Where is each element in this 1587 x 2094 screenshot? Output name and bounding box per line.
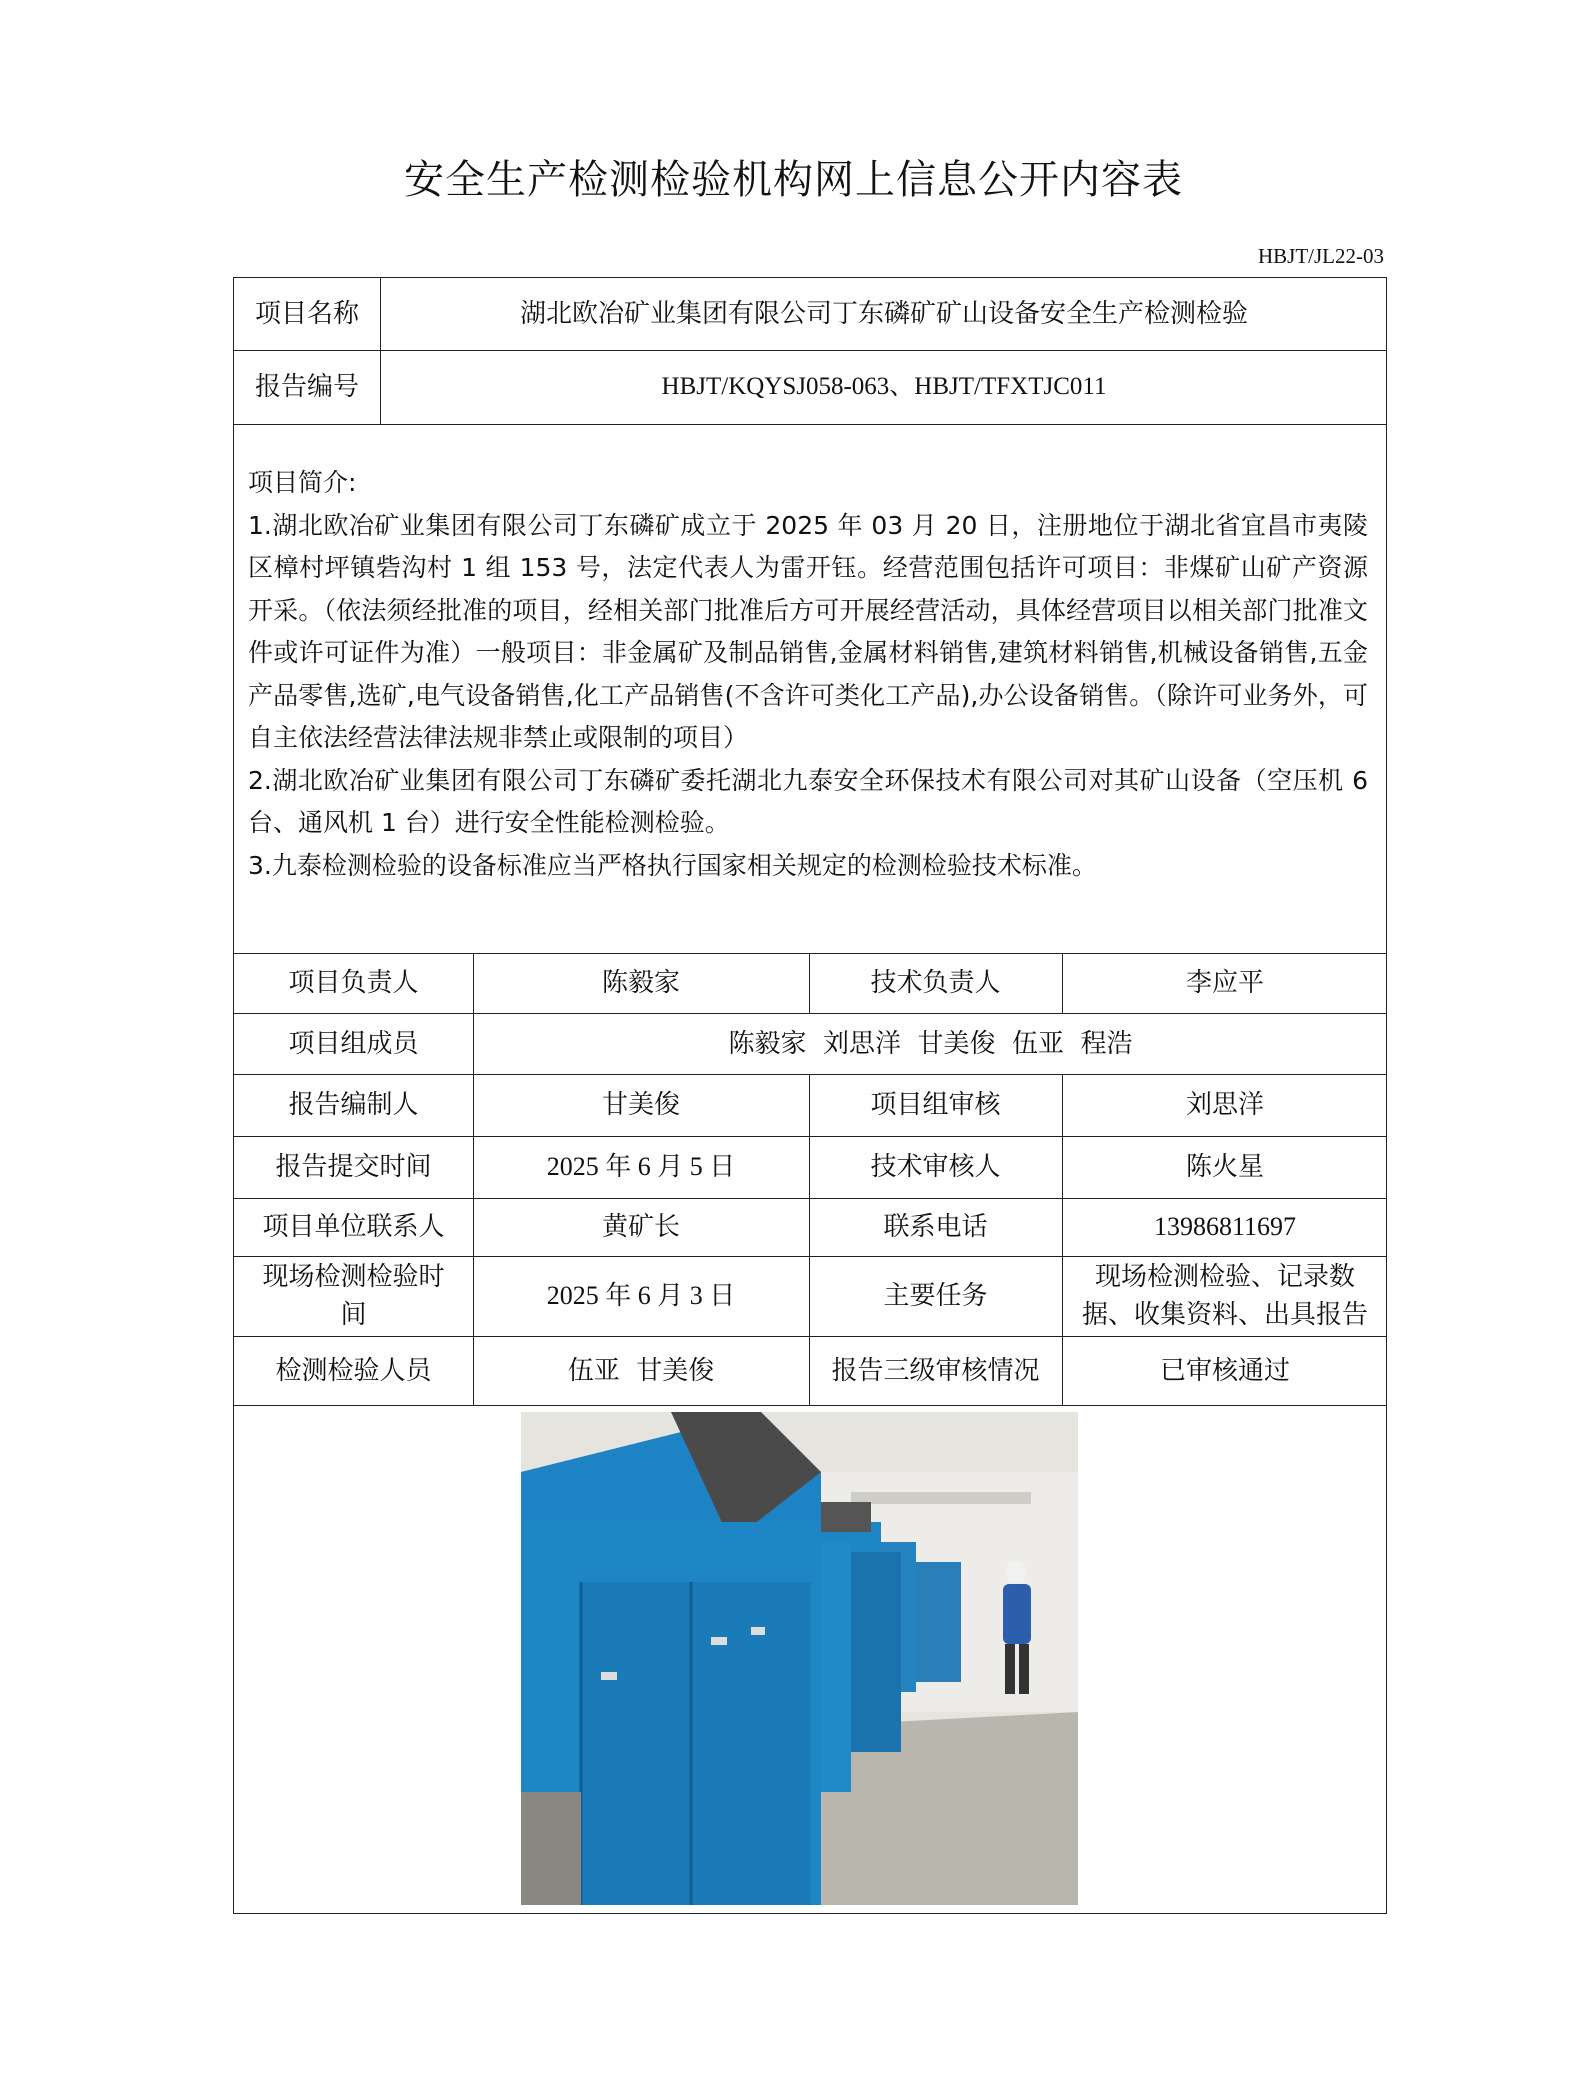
intro-paragraph-1: 1.湖北欧冶矿业集团有限公司丁东磷矿成立于 2025 年 03 月 20 日，注册地位于湖北省宜昌市夷陵区樟村坪镇砦沟村 1 组 153 号，法定代表人为雷开钰。经营范围包括许可项目：非煤矿山矿产资源开采。（依法须经批准的项目，经相关部门批准后方可开展经营活动，具体经营项目以相关部门批准文件或许可证件为准）一般项目：非金属矿及制品销售,金属材料销售,建筑材料销售,机械设备销售,五金产品零售,选矿,电气设备销售,化工产品销售(不含许可类化工产品),办公设备销售。（除许可业务外，可自主依法经营法律法规非禁止或限制的项目）	[248, 510, 1368, 752]
main-task-value: 现场检测检验、记录数据、收集资料、出具报告	[1081, 1262, 1368, 1330]
submit-date-value: 2025 年 6 月 5 日	[546, 1152, 736, 1181]
team-review-label: 项目组审核	[870, 1090, 1001, 1120]
tech-reviewer-label: 技术审核人	[870, 1152, 1001, 1182]
team-members-label: 项目组成员	[288, 1028, 419, 1059]
client-contact-value: 黄矿长	[601, 1212, 680, 1242]
report-number-value: HBJT/KQYSJ058-063、HBJT/TFXTJC011	[661, 373, 1107, 400]
tech-reviewer-value: 陈火星	[1185, 1152, 1264, 1182]
project-leader-label: 项目负责人	[288, 968, 419, 998]
team-members-value: 陈毅家 刘思洋 甘美俊 伍亚 程浩	[728, 1028, 1133, 1059]
inspectors-label: 检测检验人员	[275, 1355, 432, 1386]
project-leader-value: 陈毅家	[601, 968, 680, 998]
inspectors-value: 伍亚 甘美俊	[567, 1355, 715, 1386]
three-level-review-value: 已审核通过	[1159, 1355, 1290, 1386]
page-title: 安全生产检测检验机构网上信息公开内容表	[404, 157, 1183, 203]
team-review-value: 刘思洋	[1185, 1090, 1264, 1120]
report-author-value: 甘美俊	[601, 1090, 680, 1120]
info-table	[233, 277, 1387, 1914]
submit-date-label: 报告提交时间	[275, 1152, 432, 1182]
main-task-label: 主要任务	[883, 1281, 988, 1311]
onsite-date-value: 2025 年 6 月 3 日	[546, 1281, 736, 1310]
intro-heading: 项目简介:	[248, 468, 357, 497]
onsite-date-label: 现场检测检验时间	[262, 1262, 445, 1330]
report-author-label: 报告编制人	[288, 1090, 419, 1120]
project-intro	[248, 462, 1368, 887]
site-photo	[521, 1412, 1078, 1905]
intro-paragraph-2: 2.湖北欧冶矿业集团有限公司丁东磷矿委托湖北九泰安全环保技术有限公司对其矿山设备（空压机 6 台、通风机 1 台）进行安全性能检测检验。	[248, 765, 1368, 837]
form-code: HBJT/JL22-03	[1258, 244, 1384, 268]
tech-leader-value: 李应平	[1185, 968, 1264, 998]
three-level-review-label: 报告三级审核情况	[831, 1355, 1040, 1386]
client-contact-label: 项目单位联系人	[262, 1212, 445, 1242]
compressor-room-image	[521, 1412, 1078, 1905]
project-name-label: 项目名称	[254, 299, 359, 329]
project-name-value: 湖北欧冶矿业集团有限公司丁东磷矿矿山设备安全生产检测检验	[519, 299, 1248, 329]
report-number-label: 报告编号	[254, 372, 359, 402]
tech-leader-label: 技术负责人	[870, 968, 1001, 998]
phone-value: 13986811697	[1153, 1212, 1297, 1241]
intro-paragraph-3: 3.九泰检测检验的设备标准应当严格执行国家相关规定的检测检验技术标准。	[248, 850, 1097, 880]
phone-label: 联系电话	[883, 1212, 988, 1242]
